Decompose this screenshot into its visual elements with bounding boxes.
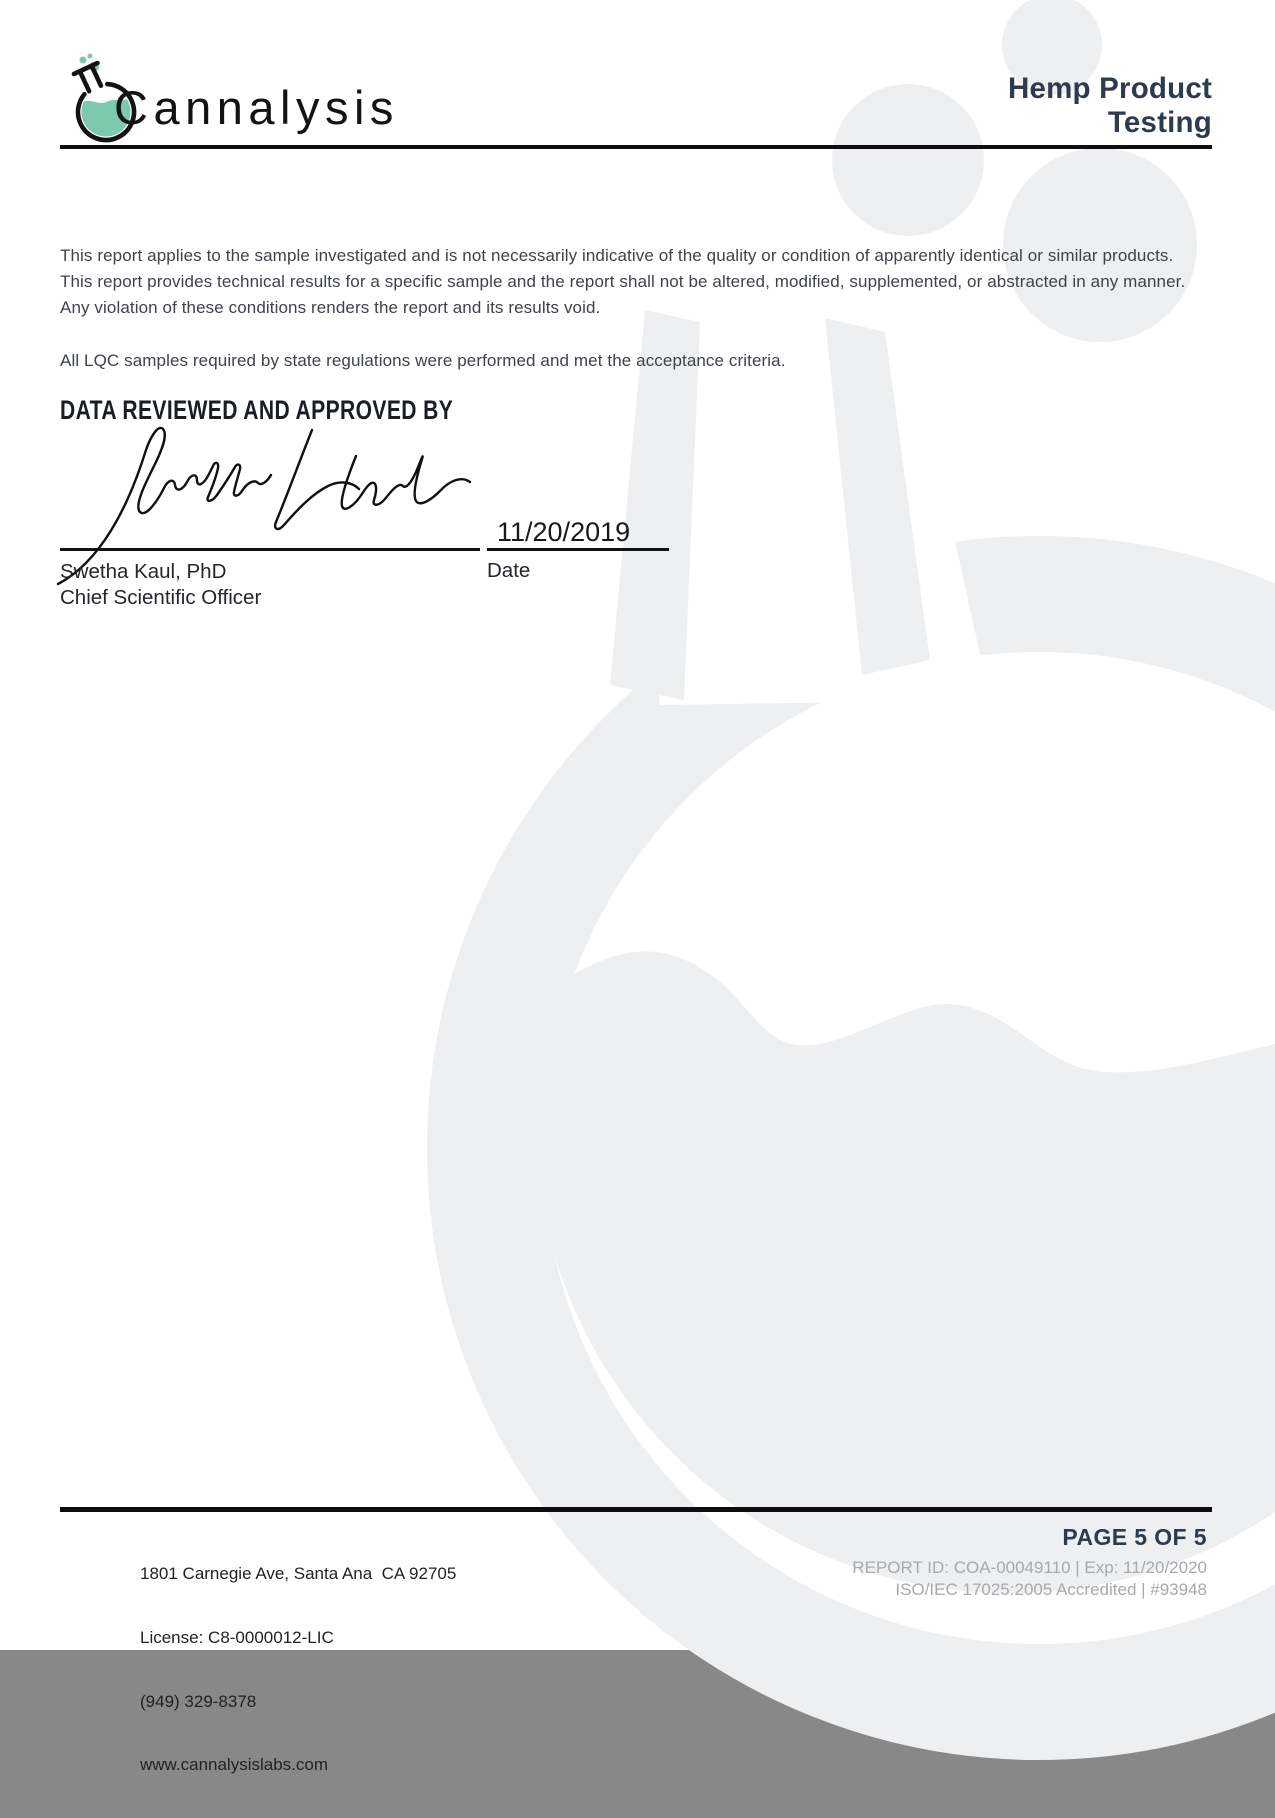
approval-date: 11/20/2019: [497, 517, 631, 547]
report-id-line: REPORT ID: COA-00049110 | Exp: 11/20/2020: [852, 1558, 1207, 1577]
signature-underline: [60, 548, 480, 551]
accreditation-line: ISO/IEC 17025:2005 Accredited | #93948: [895, 1579, 1207, 1599]
date-underline: [487, 548, 669, 551]
lqc-statement: All LQC samples required by state regulations were performed and met the acceptance criteria.: [60, 351, 786, 370]
signer-name: Swetha Kaul, PhD: [60, 560, 227, 583]
signer-title: Chief Scientific Officer: [60, 585, 262, 609]
lab-website: www.cannalysislabs.com: [140, 1755, 329, 1775]
lab-address: 1801 Carnegie Ave, Santa Ana CA 92705: [140, 1564, 457, 1584]
disclaimer-line: Any violation of these conditions renders the report and its results void.: [60, 297, 601, 317]
approval-heading: DATA REVIEWED AND APPROVED BY: [60, 395, 454, 425]
brand-name: Cannalysis: [114, 81, 399, 134]
header-divider: [60, 145, 1212, 149]
disclaimer-line: This report applies to the sample investigated and is not necessarily indicative of the quality or condition of apparently identical or similar products.: [60, 246, 1174, 265]
lab-phone: (949) 329-8378: [140, 1691, 257, 1711]
report-type-line2: Testing: [1107, 105, 1212, 139]
lab-license: License: C8-0000012-LIC: [140, 1628, 334, 1648]
lab-contact-block: [140, 1521, 456, 1818]
footer-divider: [60, 1507, 1212, 1512]
disclaimer-paragraph: [60, 243, 1185, 321]
report-type-line1: Hemp Product: [1007, 72, 1212, 105]
report-type-title: [1008, 72, 1212, 139]
date-label: Date: [487, 559, 531, 582]
report-meta-block: [852, 1524, 1207, 1600]
signer-block: [60, 559, 261, 610]
disclaimer-line: This report provides technical results for a specific sample and the report shall not be altered, modified, supplemented, or abstracted in any manner.: [60, 271, 1186, 291]
page-number: PAGE 5 OF 5: [1062, 1524, 1207, 1550]
